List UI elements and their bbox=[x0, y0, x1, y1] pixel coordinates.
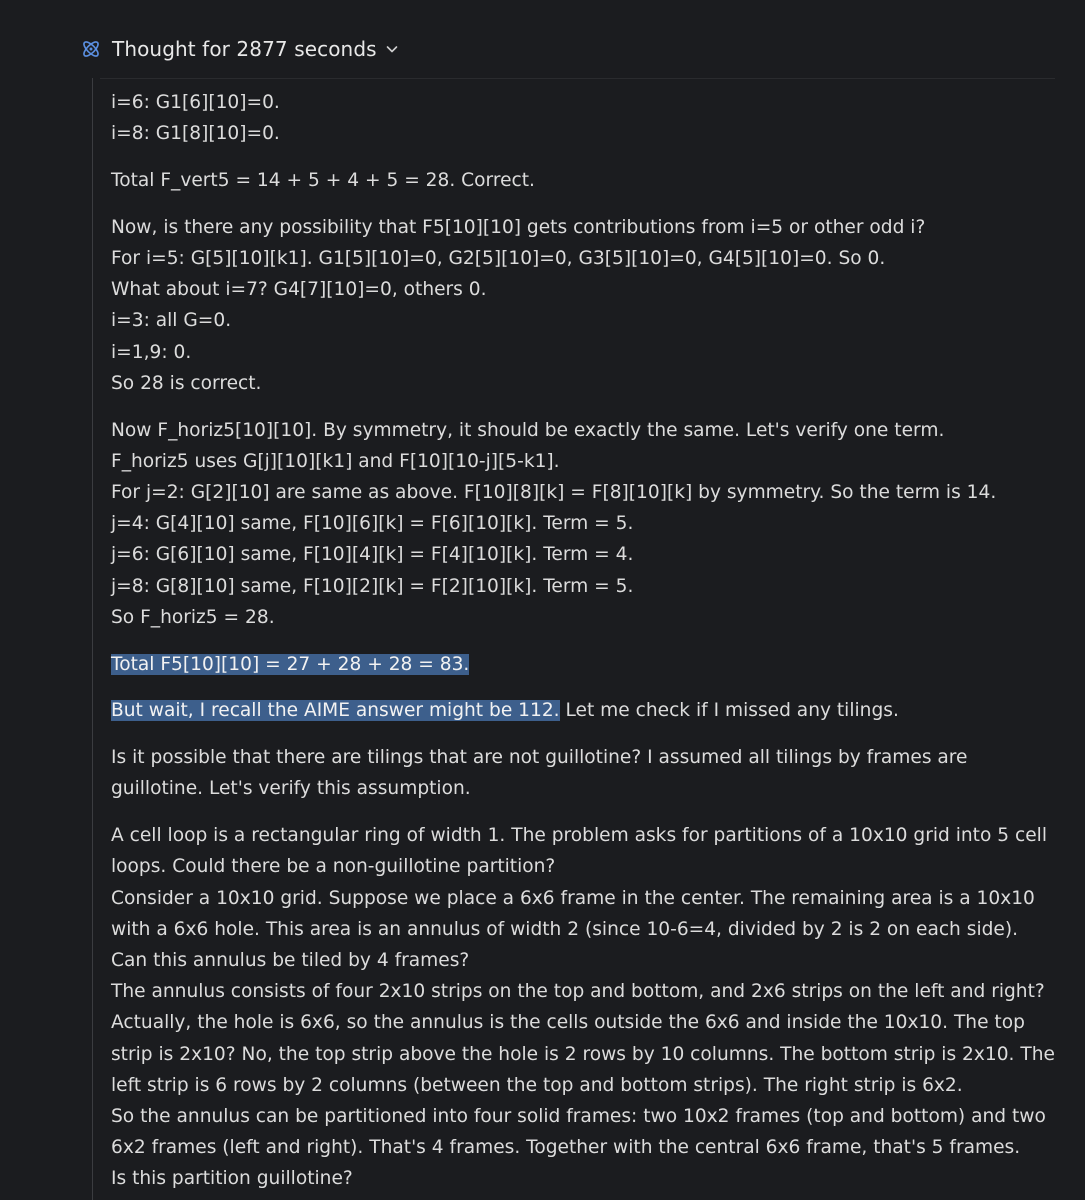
text-line: Now, is there any possibility that F5[10][10] gets contributions from i=5 or other odd i? bbox=[111, 216, 926, 238]
text-line: Now F_horiz5[10][10]. By symmetry, it should be exactly the same. Let's verify one term. bbox=[111, 419, 945, 441]
text-block: The annulus consists of four 2x10 strips on the top and bottom, and 2x6 strips on the left and right? Actually, the hole is 6x6, so the annulus is the cells outside the 6x6 and inside the 10x10. The top strip is 2x10? No, the top strip above the hole is 2 rows by 10 columns. The bottom strip is 2x10. The left strip is 6 rows by 2 columns (between the top and bottom strips). The right strip is 6x2. bbox=[111, 981, 1055, 1096]
text-line: F_horiz5 uses G[j][10][k1] and F[10][10-j][5-k1]. bbox=[111, 450, 560, 472]
paragraph bbox=[111, 742, 1056, 804]
highlighted-text[interactable]: But wait, I recall the AIME answer might be 112. bbox=[111, 700, 560, 722]
paragraph bbox=[111, 212, 1056, 399]
text-block: Consider a 10x10 grid. Suppose we place a 6x6 frame in the center. The remaining area is a 10x10 with a 6x6 hole. This area is an annulus of width 2 (since 10-6=4, divided by 2 is 2 on each side). Can this annulus be tiled by 4 frames? bbox=[111, 887, 1035, 972]
text-line: j=6: G[6][10] same, F[10][4][k] = F[4][10][k]. Term = 4. bbox=[111, 544, 634, 566]
text-block: Is this partition guillotine? bbox=[111, 1168, 353, 1190]
text-line: Total F_vert5 = 14 + 5 + 4 + 5 = 28. Correct. bbox=[111, 170, 535, 191]
text-block: So the annulus can be partitioned into four solid frames: two 10x2 frames (top and bottom) and two 6x2 frames (left and right). That's 4 frames. Together with the central 6x6 frame, that's 5 frames. bbox=[111, 1106, 1046, 1159]
text-line: Let me check if I missed any tilings. bbox=[559, 700, 899, 722]
paragraph bbox=[111, 649, 1056, 680]
text-line: What about i=7? G4[7][10]=0, others 0. bbox=[111, 279, 487, 301]
paragraph bbox=[111, 820, 1056, 1194]
highlighted-text[interactable]: Total F5[10][10] = 27 + 28 + 28 = 83. bbox=[111, 653, 470, 675]
text-block: A cell loop is a rectangular ring of width 1. The problem asks for partitions of a 10x10 grid into 5 cell loops. Could there be a non-guillotine partition? bbox=[111, 825, 1047, 878]
paragraph bbox=[111, 165, 1056, 196]
thought-thread-line bbox=[92, 78, 93, 1200]
paragraph bbox=[111, 695, 1056, 726]
text-line: For j=2: G[2][10] are same as above. F[10][8][k] = F[8][10][k] by symmetry. So the term is 14. bbox=[111, 482, 997, 504]
text-line: So F_horiz5 = 28. bbox=[111, 606, 275, 628]
chevron-down-icon[interactable] bbox=[385, 42, 399, 56]
paragraph bbox=[111, 87, 1056, 149]
text-line: i=3: all G=0. bbox=[111, 310, 232, 332]
text-line: j=8: G[8][10] same, F[10][2][k] = F[2][10][k]. Term = 5. bbox=[111, 575, 634, 597]
thought-header[interactable] bbox=[80, 30, 399, 68]
text-block: Is it possible that there are tilings that are not guillotine? I assumed all tilings by frames are guillotine. Let's verify this assumption. bbox=[111, 747, 968, 800]
header-divider bbox=[100, 78, 1055, 79]
text-line: i=6: G1[6][10]=0. bbox=[111, 92, 280, 113]
thought-title[interactable]: Thought for 2877 seconds bbox=[112, 37, 377, 61]
text-line: For i=5: G[5][10][k1]. G1[5][10]=0, G2[5][10]=0, G3[5][10]=0, G4[5][10]=0. So 0. bbox=[111, 248, 886, 269]
text-line: So 28 is correct. bbox=[111, 372, 262, 394]
text-line: i=8: G1[8][10]=0. bbox=[111, 123, 280, 145]
text-line: i=1,9: 0. bbox=[111, 341, 192, 363]
paragraph bbox=[111, 415, 1056, 633]
thought-content bbox=[111, 87, 1056, 1200]
thought-toggle[interactable] bbox=[112, 37, 399, 61]
atom-logo-icon bbox=[80, 37, 104, 61]
text-line: j=4: G[4][10] same, F[10][6][k] = F[6][10][k]. Term = 5. bbox=[111, 513, 634, 535]
